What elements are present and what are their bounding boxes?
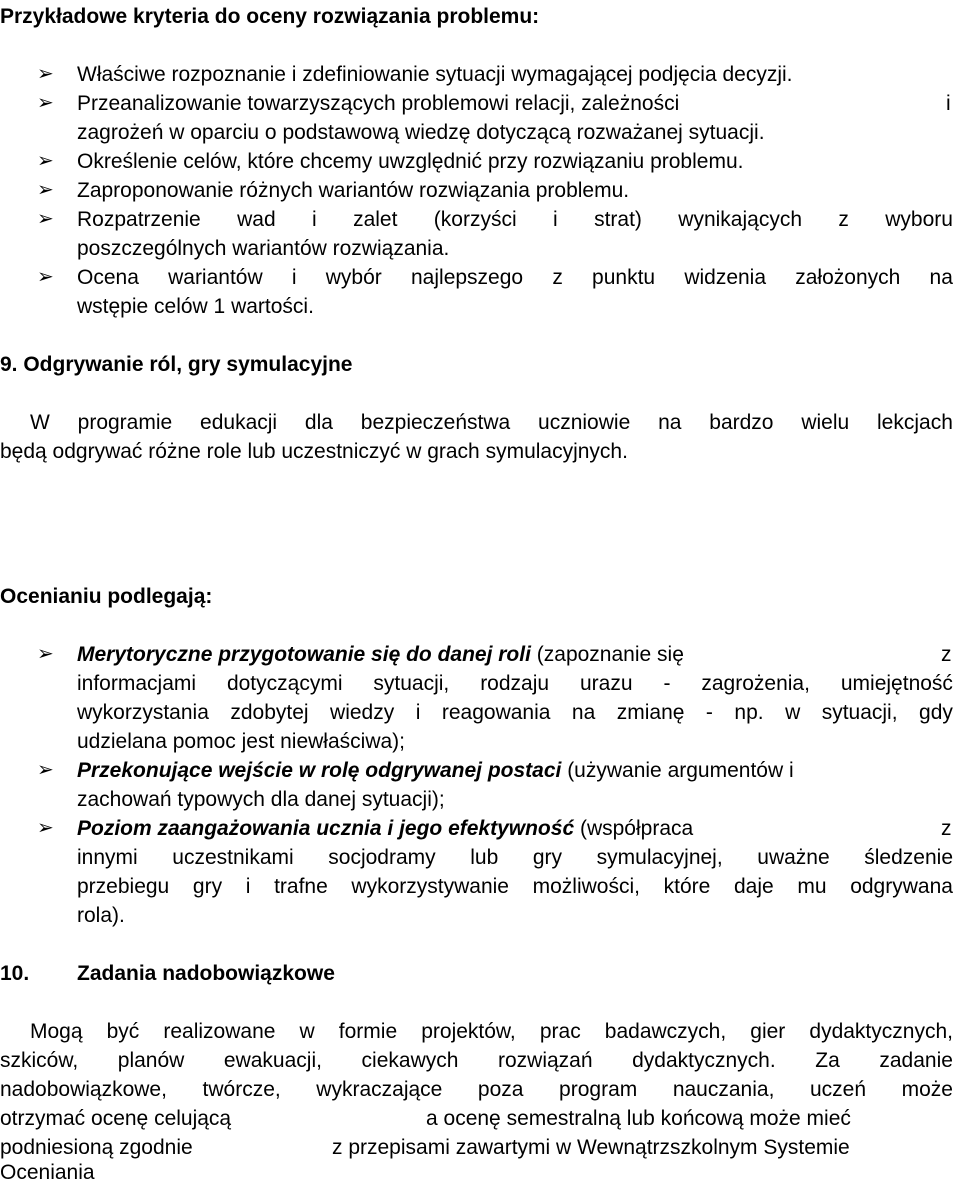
section-9-para-line1 (30, 408, 953, 437)
section-9-para-line1-words: W programie edukacji dla bezpieczeństwa uczniowie na bardzo wielu lekcjach (30, 411, 953, 434)
criteria-item-2-cont: zagrożeń w oparciu o podstawową wiedzę dotyczącą rozważanej sytuacji. (77, 121, 765, 144)
arrowhead-bullet-icon: ➢ (37, 643, 54, 665)
criteria-item-6-cont: wstępie celów 1 wartości. (77, 295, 314, 318)
assessment-item-3-line4: rola). (77, 904, 125, 927)
criteria-item-5-line1: Rozpatrzenie wad i zalet (korzyści i strat) wynikających z wyboru (77, 208, 953, 231)
assessment-item-3-line3-words: przebiegu gry i trafne wykorzystywanie możliwości, które daje mu odgrywana (77, 875, 953, 898)
assessment-item-1-line3 (77, 698, 953, 727)
criteria-item-6 (77, 263, 953, 292)
criteria-item-5 (77, 205, 953, 234)
assessment-item-2-rest: (używanie argumentów i (567, 759, 794, 782)
criteria-item-4: Zaproponowanie różnych wariantów rozwiązania problemu. (77, 179, 630, 202)
criteria-item-3: Określenie celów, które chcemy uwzględnić przy rozwiązaniu problemu. (77, 150, 744, 173)
section-10-line1 (30, 1017, 953, 1046)
section-10-line1-words: Mogą być realizowane w formie projektów, prac badawczych, gier dydaktycznych, (30, 1020, 953, 1043)
arrowhead-bullet-icon: ➢ (37, 179, 54, 201)
assessment-item-1-rest: (zapoznanie się (536, 643, 684, 666)
assessment-item-1-line2 (77, 669, 953, 698)
assessment-item-1-line4: udzielana pomoc jest niewłaściwa); (77, 730, 405, 753)
section-10-line5a: podniesioną zgodnie (0, 1136, 193, 1159)
section-10-number: 10. (0, 962, 30, 985)
section-9-para-line2: będą odgrywać różne role lub uczestniczyć w grach symulacyjnych. (0, 440, 628, 463)
assessment-item-1-bold: Merytoryczne przygotowanie się do danej roli (77, 643, 531, 666)
section-10-line3-words: nadobowiązkowe, twórcze, wykraczające poza program nauczania, uczeń może (0, 1078, 953, 1101)
section-10-line2 (0, 1046, 953, 1075)
arrowhead-bullet-icon: ➢ (37, 266, 54, 288)
section-10-line3 (0, 1075, 953, 1104)
arrowhead-bullet-icon: ➢ (37, 208, 54, 230)
assessment-item-3-z: z (941, 817, 952, 840)
assessment-item-1-line2-words: informacjami dotyczącymi sytuacji, rodzaju urazu - zagrożenia, umiejętność (77, 672, 953, 695)
criteria-item-1: Właściwe rozpoznanie i zdefiniowanie sytuacji wymagającej podjęcia decyzji. (77, 63, 793, 86)
criteria-item-6-line1: Ocena wariantów i wybór najlepszego z punktu widzenia założonych na (77, 266, 953, 289)
section-10-line5b: z przepisami zawartymi w Wewnątrzszkolnym Systemie (332, 1136, 850, 1159)
section-10-line6: Oceniania (0, 1161, 95, 1184)
section-10-line2-words: szkiców, planów ewakuacji, ciekawych rozwiązań dydaktycznych. Za zadanie (0, 1049, 953, 1072)
arrowhead-bullet-icon: ➢ (37, 817, 54, 839)
assessment-item-2 (77, 756, 794, 785)
section-10-line4a: otrzymać ocenę celującą (0, 1107, 232, 1130)
criteria-heading: Przykładowe kryteria do oceny rozwiązania problemu: (0, 5, 540, 28)
assessment-item-3-line2 (77, 843, 953, 872)
arrowhead-bullet-icon: ➢ (37, 150, 54, 172)
assessment-heading: Ocenianiu podlegają: (0, 585, 213, 608)
assessment-item-1-z: z (941, 643, 952, 666)
section-10-title: Zadania nadobowiązkowe (77, 962, 335, 985)
criteria-item-2: Przeanalizowanie towarzyszących problemowi relacji, zależności (77, 92, 680, 115)
assessment-item-3-line3 (77, 872, 953, 901)
assessment-item-2-line2: zachowań typowych dla danej sytuacji); (77, 788, 445, 811)
criteria-item-2-word: i (946, 92, 951, 115)
assessment-item-3 (77, 814, 693, 843)
assessment-item-3-rest: (współpraca (579, 817, 694, 840)
assessment-item-1 (77, 640, 684, 669)
section-10-line4b: a ocenę semestralną lub końcową może mieć (426, 1107, 851, 1130)
arrowhead-bullet-icon: ➢ (37, 92, 54, 114)
arrowhead-bullet-icon: ➢ (37, 759, 54, 781)
section-9-heading: 9. Odgrywanie ról, gry symulacyjne (0, 353, 353, 376)
criteria-item-5-cont: poszczególnych wariantów rozwiązania. (77, 237, 450, 260)
assessment-item-1-line3-words: wykorzystania zdobytej wiedzy i reagowania na zmianę - np. w sytuacji, gdy (77, 701, 953, 724)
arrowhead-bullet-icon: ➢ (37, 63, 54, 85)
assessment-item-3-bold: Poziom zaangażowania ucznia i jego efektywność (77, 817, 575, 840)
assessment-item-3-line2-words: innymi uczestnikami socjodramy lub gry symulacyjnej, uważne śledzenie (77, 846, 953, 869)
assessment-item-2-bold: Przekonujące wejście w rolę odgrywanej postaci (77, 759, 562, 782)
